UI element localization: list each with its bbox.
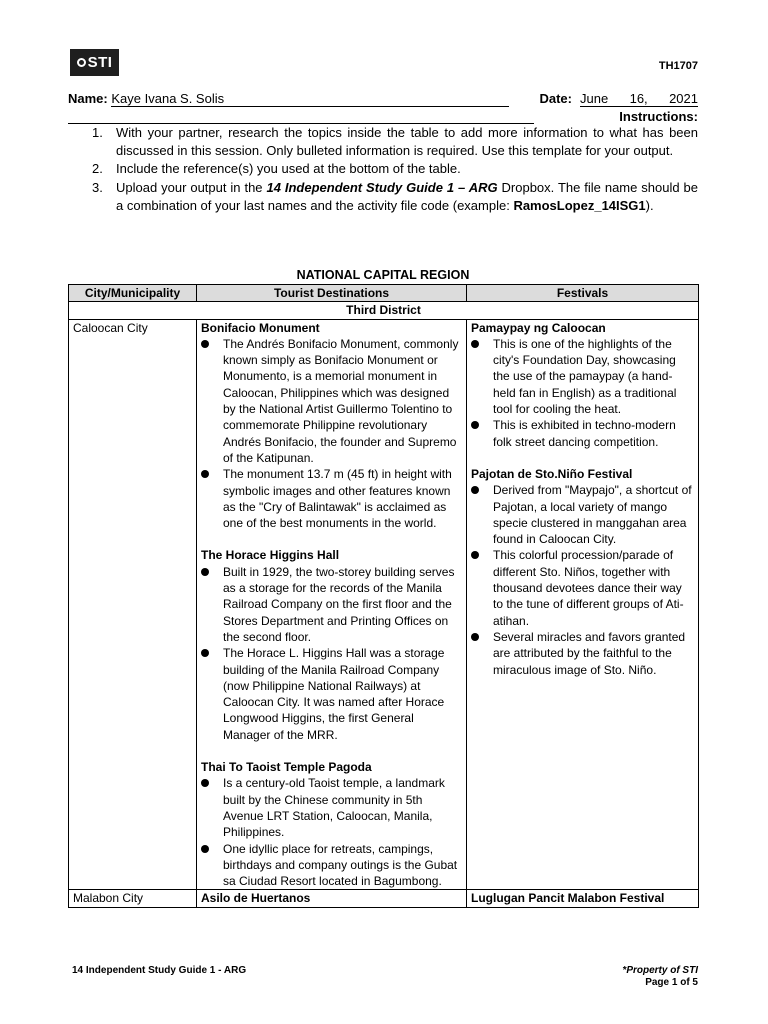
festival-cell [467, 319, 699, 890]
district-label: Third District [69, 302, 699, 319]
logo-mark-icon [77, 58, 86, 67]
date-label: Date: [539, 91, 572, 106]
destination-title: Thai To Taoist Temple Pagoda [201, 760, 372, 775]
logo-text: STI [87, 54, 113, 71]
spacer [471, 450, 694, 466]
bullet-item: Is a century-old Taoist temple, a landmark built by the Chinese community in 5th Avenue LRT Station, Caloocan, Manila, Philippines. [201, 775, 462, 840]
city-cell: Malabon City [69, 890, 197, 907]
instruction-item [68, 124, 698, 160]
footer-guide-name: 14 Independent Study Guide 1 - ARG [72, 965, 247, 976]
bullet-item: The Horace L. Higgins Hall was a storage building of the Manila Railroad Company (now Philippine National Railways) at Caloocan City. It was named after Horace Longwood Higgins, the first General Manager of the MRR. [201, 645, 462, 743]
destination-bullet-list [201, 336, 462, 532]
destination-title: Bonifacio Monument [201, 320, 320, 335]
footer-right [622, 965, 698, 989]
instruction-number: 3. [92, 179, 103, 195]
region-table [68, 284, 699, 908]
destination-title: Asilo de Huertanos [201, 891, 311, 906]
instruction-item [68, 160, 698, 178]
bullet-item: This is exhibited in techno-modern folk street dancing competition. [471, 417, 694, 450]
header-city: City/Municipality [69, 285, 197, 302]
document-code: TH1707 [658, 60, 698, 72]
table-row [69, 319, 699, 890]
table-title: NATIONAL CAPITAL REGION [296, 268, 470, 282]
bullet-item: Derived from "Maypajo", a shortcut of Pajotan, a local variety of mango specie clustered in manggahan area found in Caloocan City. [471, 482, 694, 547]
instruction-number: 2. [92, 161, 103, 177]
table-row [69, 890, 699, 907]
instructions-line [68, 109, 698, 124]
festival-title: Pajotan de Sto.Niño Festival [471, 466, 633, 481]
spacer [201, 743, 462, 759]
name-date-line [68, 91, 698, 107]
header-festivals: Festivals [467, 285, 699, 302]
name-value: Kaye Ivana S. Solis [111, 91, 509, 107]
instruction-text: Upload your output in the 14 Independent Study Guide 1 – ARG Dropbox. The file name should be a combination of your last names and the activity file code (example: RamosLopez_14ISG1). [116, 179, 698, 213]
instruction-number: 1. [92, 125, 103, 140]
festival-cell [467, 890, 699, 907]
spacer [201, 531, 462, 547]
instructions-label: Instructions: [619, 109, 698, 124]
instruction-text: Include the reference(s) you used at the bottom of the table. [116, 161, 461, 177]
bullet-item: One idyllic place for retreats, campings, birthdays and company outings is the Gubat sa Ciudad Resort located in Bagumbong. [201, 841, 462, 890]
footer-property: *Property of STI [622, 965, 698, 976]
district-row [69, 302, 699, 319]
table-header-row [69, 285, 699, 302]
name-label: Name: [68, 91, 108, 106]
bullet-item: This colorful procession/parade of different Sto. Niños, together with thousand devotees dance their way to the tune of different groups of Ati-atihan. [471, 547, 694, 628]
bullet-item: The Andrés Bonifacio Monument, commonly known simply as Bonifacio Monument or Monumento, is a memorial monument in Caloocan, Philippines which was designed by the National Artist Guillermo Tolentino to commemorate Philippine revolutionary Andrés Bonifacio, the founder and Supremo of the Katipunan. [201, 336, 462, 466]
instruction-item [68, 179, 698, 215]
festival-title: Luglugan Pancit Malabon Festival [471, 891, 665, 906]
destination-bullet-list [201, 564, 462, 743]
instruction-text: With your partner, research the topics inside the table to add more information to what has been discussed in this session. Only bulleted information is required. Use this template for your output. [116, 125, 698, 159]
destination-cell [197, 319, 467, 890]
festival-title: Pamaypay ng Caloocan [471, 320, 606, 335]
festival-bullet-list [471, 336, 694, 450]
blank-line [68, 110, 534, 124]
festival-bullet-list [471, 482, 694, 678]
bullet-item: This is one of the highlights of the city's Foundation Day, showcasing the use of the pamaypay (a hand-held fan in English) as a traditional tool for cooling the heat. [471, 336, 694, 417]
bullet-item: Several miracles and favors granted are attributed by the faithful to the miraculous image of Sto. Niño. [471, 629, 694, 678]
destination-cell [197, 890, 467, 907]
destination-bullet-list [201, 775, 462, 889]
bullet-item: The monument 13.7 m (45 ft) in height with symbolic images and other features known as the "Cry of Balintawak" is acclaimed as one of the best monuments in the world. [201, 466, 462, 531]
destination-title: The Horace Higgins Hall [201, 548, 340, 563]
instructions-list [68, 124, 698, 215]
date-group [539, 91, 698, 107]
date-value: June 16, 2021 [580, 91, 698, 106]
header-destinations: Tourist Destinations [197, 285, 467, 302]
city-cell: Caloocan City [69, 319, 197, 890]
sti-logo [70, 49, 119, 76]
footer-page-number: Page 1 of 5 [645, 977, 698, 988]
bullet-item: Built in 1929, the two-storey building serves as a storage for the records of the Manila Railroad Company on the first floor and the Stores Department and Printing Offices on the second floor. [201, 564, 462, 645]
